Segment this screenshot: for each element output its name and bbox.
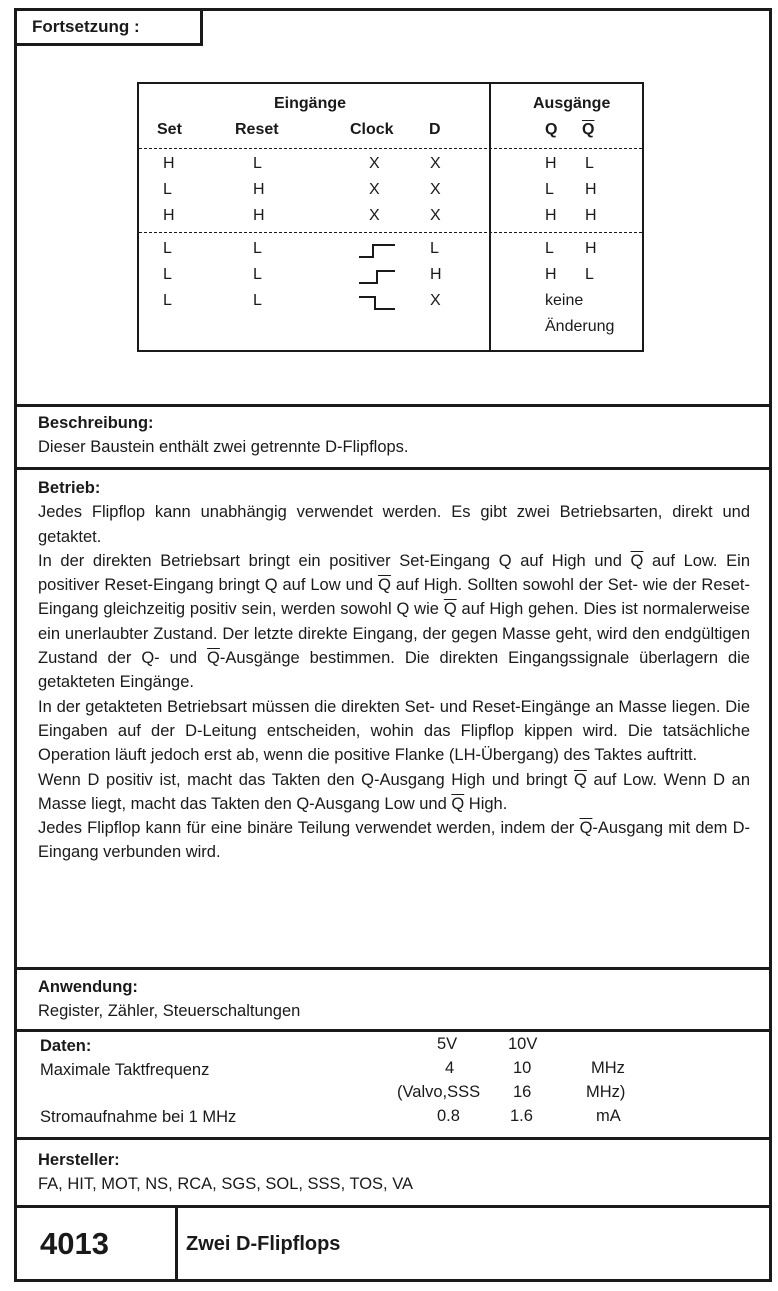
anwendung-text: Register, Zähler, Steuerschaltungen <box>38 1002 301 1021</box>
table-cell: H <box>430 266 442 283</box>
table-cell: L <box>545 181 554 198</box>
table-cell: H <box>585 181 597 198</box>
table-cell: L <box>253 155 262 172</box>
section-divider <box>14 404 772 407</box>
table-divider <box>139 148 642 149</box>
daten-title: Daten: <box>40 1037 92 1055</box>
daten-value: (Valvo,SSS <box>397 1083 481 1101</box>
table-cell: H <box>163 155 175 172</box>
footer-divider <box>175 1207 178 1282</box>
betrieb-paragraph: In der getakteten Betriebsart müssen die direkten Set- und Reset-Eingänge an Masse liegen. Die Eingaben auf der D-Leitung entscheiden, wohin das Flipflop kippen wird. Die tatsächliche Operation läuft jedoch erst ab, wenn die positive Flanke (LH-Übergang) des Taktes auftritt. <box>38 697 750 765</box>
hersteller-title: Hersteller: <box>38 1151 120 1169</box>
table-cell: H <box>585 240 597 257</box>
daten-row-label: Stromaufnahme bei 1 MHz <box>40 1108 237 1126</box>
table-cell: H <box>253 207 265 224</box>
truth-table <box>137 82 644 352</box>
table-cell: H <box>163 207 175 224</box>
betrieb-paragraph: In der direkten Betriebsart bringt ein positiver Set-Eingang Q auf High und $\overline{Q}$ auf Low. Ein positiver Reset-Eingang bringt Q auf Low und $\overline{Q}$ auf High. Sollten sowohl der Set- wie der Reset-Eingang gleichzeitig positiv sein, werden sowohl Q wie $\overline{Q}$ auf High gehen. Dies ist normalerweise ein unerlaubter Zustand. Der letzte direkte Eingang, der gegen Masse geht, wird den endgültigen Zustand der Q- und $\overline{Q}$-Ausgänge bestimmen. Die direkten Eingangssignale überlagern die getakteten Eingänge. <box>38 551 750 692</box>
part-title: Zwei D-Flipflops <box>186 1233 341 1255</box>
table-cell: L <box>430 240 439 257</box>
col-d-header: D <box>429 121 441 138</box>
col-qbar-header: $\overline{Q}$ <box>582 121 595 138</box>
col-set-header: Set <box>157 121 182 138</box>
daten-col-5v: 5V <box>437 1035 458 1053</box>
col-reset-header: Reset <box>235 121 279 138</box>
table-cell: X <box>430 292 441 309</box>
table-cell: L <box>163 240 172 257</box>
table-cell: L <box>163 292 172 309</box>
daten-value: 16 <box>513 1083 532 1101</box>
col-clock-header: Clock <box>350 121 394 138</box>
daten-value: 1.6 <box>510 1107 533 1125</box>
daten-unit: MHz) <box>586 1083 626 1101</box>
table-cell: X <box>369 181 380 198</box>
anwendung-title: Anwendung: <box>38 978 138 996</box>
daten-unit: mA <box>596 1107 621 1125</box>
rising-edge-icon <box>357 267 397 287</box>
betrieb-title: Betrieb: <box>38 479 101 497</box>
table-divider <box>139 232 642 233</box>
part-number: 4013 <box>40 1226 109 1261</box>
table-cell: X <box>430 207 441 224</box>
section-divider <box>14 1137 772 1140</box>
daten-value: 10 <box>513 1059 532 1077</box>
table-cell: keine <box>545 292 584 309</box>
table-cell: L <box>585 155 594 172</box>
section-divider <box>14 1029 772 1032</box>
table-cell: H <box>545 207 557 224</box>
table-cell: X <box>430 181 441 198</box>
section-divider <box>14 467 772 470</box>
daten-unit: MHz <box>591 1059 625 1077</box>
section-divider <box>14 1205 772 1208</box>
anwendung-section <box>38 975 300 1024</box>
table-cell: H <box>545 266 557 283</box>
table-cell: L <box>163 181 172 198</box>
betrieb-text <box>38 500 750 864</box>
betrieb-paragraph: Jedes Flipflop kann unabhängig verwendet werden. Es gibt zwei Betriebsarten, direkt und getaktet. <box>38 503 750 546</box>
table-cell: L <box>253 240 262 257</box>
beschreibung-text: Dieser Baustein enthält zwei getrennte D-Flipflops. <box>38 438 409 457</box>
betrieb-section <box>38 476 750 865</box>
table-cell: H <box>253 181 265 198</box>
daten-value: 4 <box>445 1059 455 1077</box>
table-cell: L <box>253 266 262 283</box>
inputs-header: Eingänge <box>274 95 347 112</box>
continuation-label: Fortsetzung : <box>16 8 203 46</box>
table-cell: H <box>585 207 597 224</box>
col-q-header: Q <box>545 121 558 138</box>
daten-value: 0.8 <box>437 1107 460 1125</box>
table-cell: L <box>585 266 594 283</box>
table-cell: X <box>430 155 441 172</box>
hersteller-text: FA, HIT, MOT, NS, RCA, SGS, SOL, SSS, TOS, VA <box>38 1175 414 1194</box>
table-cell: H <box>545 155 557 172</box>
betrieb-paragraph: Jedes Flipflop kann für eine binäre Teilung verwendet werden, indem der $\overline{Q}$-Ausgang mit dem D-Eingang verbunden wird. <box>38 819 750 862</box>
falling-edge-icon <box>357 293 397 313</box>
daten-row-label: Maximale Taktfrequenz <box>40 1061 210 1079</box>
table-cell: X <box>369 155 380 172</box>
rising-edge-icon <box>357 241 397 261</box>
daten-col-10v: 10V <box>508 1035 538 1053</box>
beschreibung-section <box>38 411 409 460</box>
betrieb-paragraph: Wenn D positiv ist, macht das Takten den Q-Ausgang High und bringt $\overline{Q}$ auf Low. Wenn D an Masse liegt, macht das Takten den Q-Ausgang Low und $\overline{Q}$ High. <box>38 770 750 813</box>
table-cell: Änderung <box>545 318 615 335</box>
table-cell: X <box>369 207 380 224</box>
beschreibung-title: Beschreibung: <box>38 414 154 432</box>
table-cell: L <box>545 240 554 257</box>
table-cell: L <box>163 266 172 283</box>
outputs-header: Ausgänge <box>533 95 611 112</box>
section-divider <box>14 967 772 970</box>
table-divider <box>489 82 491 352</box>
table-cell: L <box>253 292 262 309</box>
hersteller-section <box>38 1148 413 1197</box>
